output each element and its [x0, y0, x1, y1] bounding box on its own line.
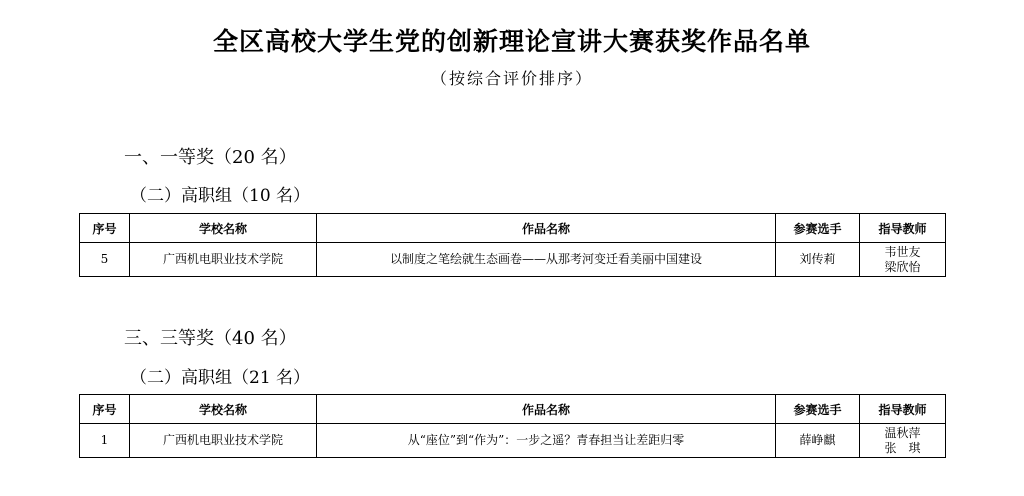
column-header-school: 学校名称	[130, 214, 317, 243]
teacher-name: 韦世友	[884, 244, 921, 259]
cell-index: 1	[80, 424, 130, 458]
column-header-school: 学校名称	[130, 395, 317, 424]
column-header-contestant: 参赛选手	[776, 395, 860, 424]
cell-index: 5	[80, 243, 130, 277]
teacher-name: 温秋萍	[884, 425, 921, 440]
column-header-work: 作品名称	[317, 214, 776, 243]
awards-table-third-prize	[79, 394, 946, 458]
cell-teachers	[860, 424, 946, 458]
awards-table-first-prize	[79, 213, 946, 277]
group-heading-vocational: （二）高职组（21 名）	[130, 368, 311, 388]
table-row	[80, 424, 946, 458]
table-row	[80, 243, 946, 277]
cell-contestant: 薛峥麒	[776, 424, 860, 458]
column-header-contestant: 参赛选手	[776, 214, 860, 243]
cell-teachers	[860, 243, 946, 277]
table-header-row	[80, 395, 946, 424]
group-heading-vocational: （二）高职组（10 名）	[130, 186, 311, 206]
teacher-name: 张 琪	[884, 440, 921, 455]
document-subtitle: （按综合评价排序）	[430, 69, 593, 88]
section-heading-third-prize: 三、三等奖（40 名）	[124, 328, 297, 349]
column-header-index: 序号	[80, 214, 130, 243]
column-header-teacher: 指导教师	[860, 395, 946, 424]
column-header-teacher: 指导教师	[860, 214, 946, 243]
column-header-index: 序号	[80, 395, 130, 424]
document-title: 全区高校大学生党的创新理论宣讲大赛获奖作品名单	[212, 27, 811, 56]
cell-work: 从“座位”到“作为”：一步之遥？青春担当让差距归零	[317, 424, 776, 458]
section-heading-first-prize: 一、一等奖（20 名）	[124, 147, 297, 168]
cell-school: 广西机电职业技术学院	[130, 424, 317, 458]
column-header-work: 作品名称	[317, 395, 776, 424]
cell-work: 以制度之笔绘就生态画卷——从那考河变迁看美丽中国建设	[317, 243, 776, 277]
table-header-row	[80, 214, 946, 243]
teacher-name: 梁欣怡	[884, 259, 921, 274]
cell-contestant: 刘传莉	[776, 243, 860, 277]
cell-school: 广西机电职业技术学院	[130, 243, 317, 277]
